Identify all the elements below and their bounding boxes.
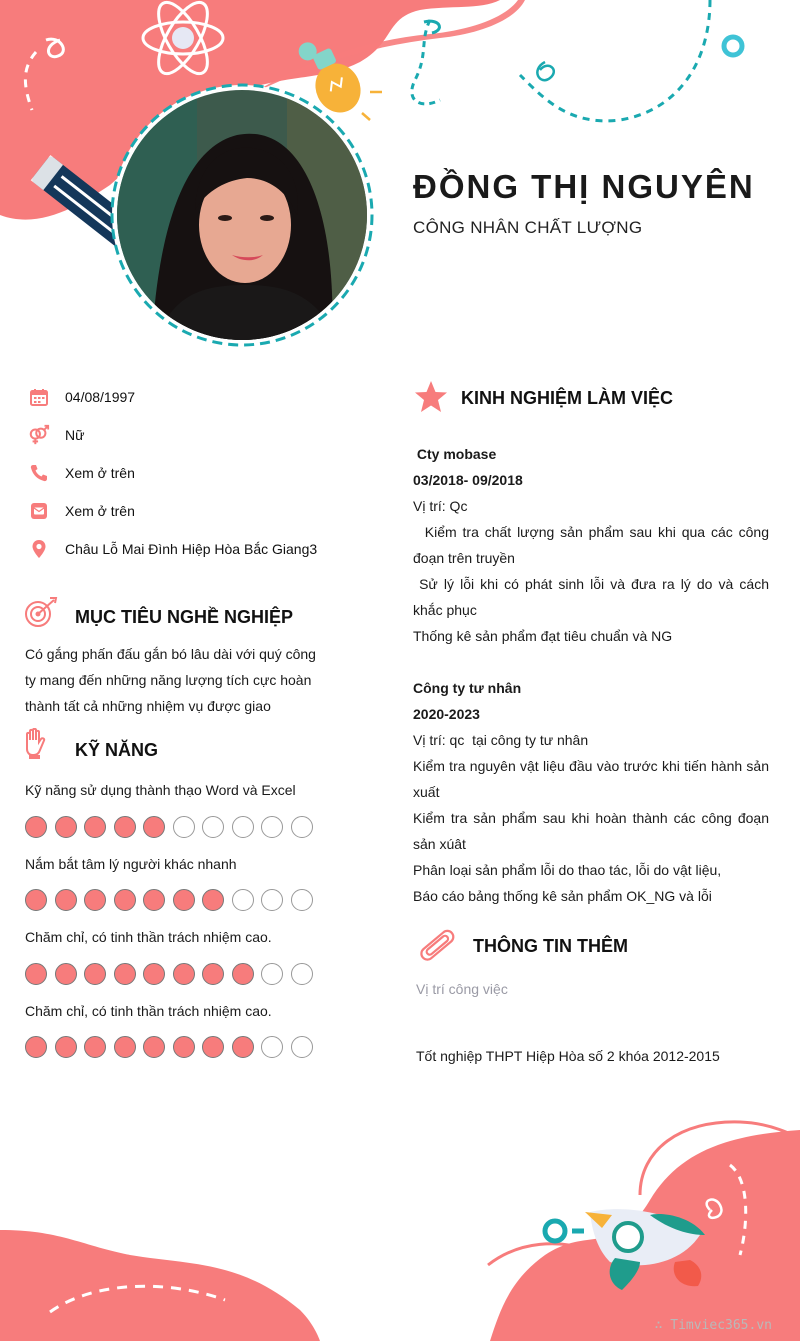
gender-text: Nữ <box>65 427 85 443</box>
rating-dot-filled <box>114 889 136 911</box>
skills-title: KỸ NĂNG <box>75 740 159 760</box>
rating-dot-filled <box>143 889 165 911</box>
rating-dot-empty <box>291 889 313 911</box>
objective-title: MỤC TIÊU NGHỀ NGHIỆP <box>75 607 294 627</box>
rating-dot-filled <box>114 1036 136 1058</box>
rating-dot-filled <box>202 963 224 985</box>
rating-dot-filled <box>114 816 136 838</box>
rating-dot-filled <box>55 889 77 911</box>
rating-dot-filled <box>84 889 106 911</box>
email-icon <box>28 500 50 522</box>
address-text: Châu Lỗ Mai Đình Hiệp Hòa Bắc Giang3 <box>65 541 318 557</box>
rating-dot-empty <box>261 1036 283 1058</box>
skill-label: Chăm chỉ, có tinh thần trách nhiệm cao. <box>25 1003 272 1019</box>
rating-dot-filled <box>25 963 47 985</box>
job-company: Cty mobase <box>413 446 497 462</box>
rating-dot-empty <box>291 1036 313 1058</box>
job-duty: Phân loại sản phẩm lỗi do thao tác, lỗi do vật liệu, <box>413 862 722 878</box>
rating-dot-empty <box>291 963 313 985</box>
job-period: 2020-2023 <box>413 706 480 722</box>
skill-label: Nắm bắt tâm lý người khác nhanh <box>25 856 237 872</box>
rating-dot-filled <box>143 816 165 838</box>
rating-dot-filled <box>143 1036 165 1058</box>
additional-title: THÔNG TIN THÊM <box>473 936 628 956</box>
info-address <box>28 537 317 561</box>
rating-dot-filled <box>55 816 77 838</box>
rating-dot-filled <box>55 963 77 985</box>
gender-icon <box>28 424 50 446</box>
phone-text: Xem ở trên <box>65 465 135 481</box>
rating-dot-filled <box>84 1036 106 1058</box>
job-position: Vị trí: Qc <box>413 498 468 514</box>
rating-dot-empty <box>261 963 283 985</box>
additional-subtitle: Vị trí công việc <box>416 981 508 997</box>
skill-rating <box>25 963 313 985</box>
email-text: Xem ở trên <box>65 503 135 519</box>
job-duty: Thống kê sản phẩm đạt tiêu chuẩn và NG <box>413 628 673 644</box>
rating-dot-empty <box>261 816 283 838</box>
job-duty: Báo cáo bảng thống kê sản phẩm OK_NG và lỗi <box>413 888 712 904</box>
job-position: Vị trí: qc tại công ty tư nhân <box>413 732 589 748</box>
info-phone <box>28 461 135 485</box>
job-duty: Kiểm tra sản phẩm sau khi hoàn thành các công đoạn sản xúât <box>413 810 769 852</box>
rating-dot-filled <box>173 1036 195 1058</box>
job-entry <box>413 441 773 649</box>
rating-dot-empty <box>232 816 254 838</box>
info-birthdate <box>28 385 135 409</box>
job-duty: Kiểm tra chất lượng sản phẩm sau khi qua các công đoạn trên truyền <box>413 524 773 566</box>
rating-dot-empty <box>232 889 254 911</box>
profile-photo <box>117 90 367 340</box>
rating-dot-filled <box>173 889 195 911</box>
hand-icon <box>24 728 48 765</box>
rating-dot-empty <box>202 816 224 838</box>
info-email <box>28 499 135 523</box>
calendar-icon <box>28 386 50 408</box>
rating-dot-filled <box>232 963 254 985</box>
location-icon <box>28 538 50 560</box>
job-duty: Kiểm tra nguyên vật liệu đầu vào trước khi tiến hành sản xuất <box>413 758 769 800</box>
rating-dot-filled <box>25 1036 47 1058</box>
rating-dot-filled <box>84 963 106 985</box>
rating-dot-filled <box>55 1036 77 1058</box>
job-title: CÔNG NHÂN CHẤT LƯỢNG <box>413 218 643 237</box>
candidate-name: ĐỒNG THỊ NGUYÊN <box>413 168 755 205</box>
job-period: 03/2018- 09/2018 <box>413 472 523 488</box>
rating-dot-empty <box>173 816 195 838</box>
birthdate-text: 04/08/1997 <box>65 389 136 405</box>
phone-icon <box>28 462 50 484</box>
skill-rating <box>25 889 313 911</box>
rating-dot-filled <box>114 963 136 985</box>
skill-rating <box>25 816 313 838</box>
experience-title: KINH NGHIỆM LÀM VIỆC <box>461 388 674 408</box>
paperclip-icon <box>416 926 460 971</box>
rating-dot-empty <box>261 889 283 911</box>
target-icon <box>24 596 58 635</box>
rating-dot-filled <box>202 889 224 911</box>
info-gender <box>28 423 84 447</box>
rating-dot-filled <box>25 889 47 911</box>
rating-dot-filled <box>84 816 106 838</box>
skill-label: Chăm chỉ, có tinh thần trách nhiệm cao. <box>25 929 272 945</box>
additional-text: Tốt nghiệp THPT Hiệp Hòa số 2 khóa 2012-2015 <box>416 1048 720 1064</box>
rating-dot-empty <box>291 816 313 838</box>
skill-rating <box>25 1036 313 1058</box>
rating-dot-filled <box>202 1036 224 1058</box>
skill-label: Kỹ năng sử dụng thành thạo Word và Excel <box>25 782 296 798</box>
objective-text: Có gắng phấn đấu gắn bó lâu dài với quý công ty mang đến những năng lượng tích cực hoàn thành tất cả những nhiệm vụ được giao <box>25 646 316 714</box>
rating-dot-filled <box>173 963 195 985</box>
rating-dot-filled <box>232 1036 254 1058</box>
job-company: Công ty tư nhân <box>413 680 522 696</box>
rating-dot-filled <box>25 816 47 838</box>
watermark: ∴ Timviec365.vn <box>654 1318 772 1333</box>
job-entry <box>413 675 769 909</box>
job-duty: Sử lý lỗi khi có phát sinh lỗi và đưa ra lý do và cách khắc phục <box>413 576 773 618</box>
star-icon <box>414 380 448 419</box>
rating-dot-filled <box>143 963 165 985</box>
